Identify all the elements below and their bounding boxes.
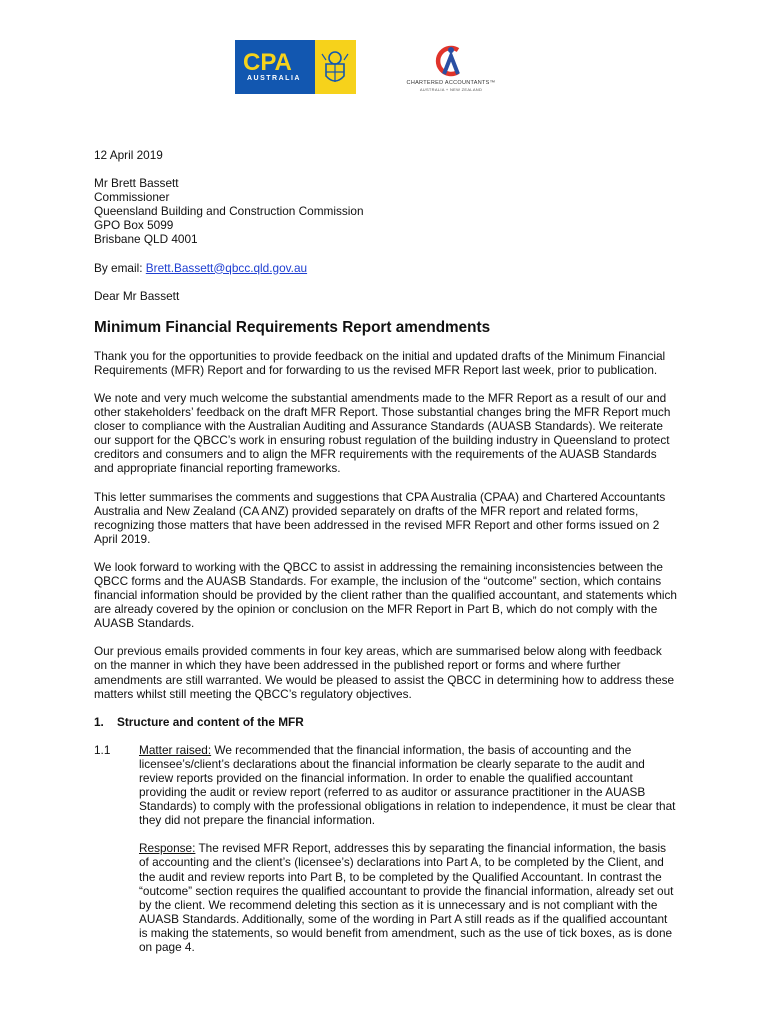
matter-label: Matter raised: xyxy=(139,742,212,757)
response-text: The revised MFR Report, addresses this by separating the financial information, the basis of accounting and the client’s (licensee’s) declarations into Part A, to be completed by the Client, and the audit and review reports into Part B, to be completed by the Qualified Accountant. In contrast the “outcome” section requires the qualified accountant to provide the financial information, already set out by the client. We recommend deleting this section as it is unnecessary and is not compliant with the AUASB Standards. Additionally, some of the wording in Part A still reads as if the qualified accountant is making the statements, so would benefit from amendment, such as the use of tick boxes, as is done on page 4. xyxy=(139,841,674,955)
section-number: 1. xyxy=(94,714,104,729)
chartered-accountants-logo xyxy=(396,40,506,94)
letter-date: 12 April 2019 xyxy=(94,148,163,162)
response xyxy=(139,841,678,954)
matter-raised xyxy=(139,743,678,828)
paragraph: Our previous emails provided comments in four key areas, which are summarised below along with feedback on the manner in which they have been addressed in the published report or forms and where further amendments are still warranted. We would be pleased to assist the QBCC in determining how to address these matters whilst still meeting the QBCC’s regulatory objectives. xyxy=(94,644,675,701)
recipient-address xyxy=(94,176,678,246)
section-title: Structure and content of the MFR xyxy=(117,714,304,729)
paragraph: This letter summarises the comments and suggestions that CPA Australia (CPAA) and Chartered Accountants Australia and New Zealand (CA ANZ) provided separately on drafts of the MFR report and related forms, recognizing those matters that have been addressed in the revised MFR Report and other forms issued on 2 April 2019. xyxy=(94,489,666,546)
paragraph: We look forward to working with the QBCC to assist in addressing the remaining inconsistencies between the QBCC forms and the AUASB Standards. For example, the inclusion of the “outcome” section, which contains financial information should be provided by the client rather than the qualified accountant, and statements which are already covered by the opinion or conclusion on the MFR Report in Part B, which do not comply with the AUASB Standards. xyxy=(94,559,677,631)
caanz-subtitle: AUSTRALIA + NEW ZEALAND xyxy=(419,87,483,92)
email-link[interactable]: Brett.Bassett@qbcc.qld.gov.au xyxy=(145,260,308,275)
cpa-australia-logo xyxy=(235,40,356,94)
address-line: Brisbane QLD 4001 xyxy=(94,232,198,247)
address-line: Commissioner xyxy=(94,190,170,205)
address-line: GPO Box 5099 xyxy=(94,218,174,233)
letter-title: Minimum Financial Requirements Report amendments xyxy=(94,318,491,336)
item-content xyxy=(139,743,678,954)
caanz-name: CHARTERED ACCOUNTANTS™ xyxy=(406,80,496,86)
caanz-mark-icon xyxy=(396,40,506,80)
cpa-logo-subtext: AUSTRALIA xyxy=(247,75,301,82)
item-number: 1.1 xyxy=(94,742,111,757)
response-label: Response: xyxy=(139,841,196,856)
salutation: Dear Mr Bassett xyxy=(94,288,180,303)
cpa-logo-text: CPA xyxy=(243,49,292,76)
letter-body xyxy=(94,148,678,954)
address-line: Queensland Building and Construction Commission xyxy=(94,204,364,219)
email-prefix: By email: xyxy=(94,260,146,275)
email-line xyxy=(94,261,678,275)
paragraph: Thank you for the opportunities to provide feedback on the initial and updated drafts of the Minimum Financial Requirements (MFR) Report and for forwarding to us the revised MFR Report last week, prior to publication. xyxy=(94,348,666,377)
address-line: Mr Brett Bassett xyxy=(94,176,179,191)
paragraph: We note and very much welcome the substantial amendments made to the MFR Report as a result of our and other stakeholders’ feedback on the draft MFR Report. Those substantial changes bring the MFR Report much closer to compliance with the Australian Auditing and Assurance Standards (AUASB Standards). We reiterate our support for the QBCC’s work in ensuring robust regulation of the building industry in Queensland to protect creditors and consumers and to align the MFR requirements with the requirements of the AUASB Standards and appropriate financial reporting frameworks. xyxy=(94,390,671,476)
logo-bar xyxy=(235,40,535,94)
section-heading xyxy=(94,715,678,729)
numbered-item xyxy=(94,743,678,954)
matter-text: We recommended that the financial information, the basis of accounting and the licensee’s/client’s declarations about the financial information be clearly separate to the audit and review reports provided on the financial information. In order to enable the qualified accountant providing the audit or review report (referred to as auditor or assurance practitioner in the AUASB Standards) to comply with the professional obligations in relation to independence, it must be clear that they did not prepare the financial information. xyxy=(139,742,676,828)
crest-icon xyxy=(318,46,352,88)
